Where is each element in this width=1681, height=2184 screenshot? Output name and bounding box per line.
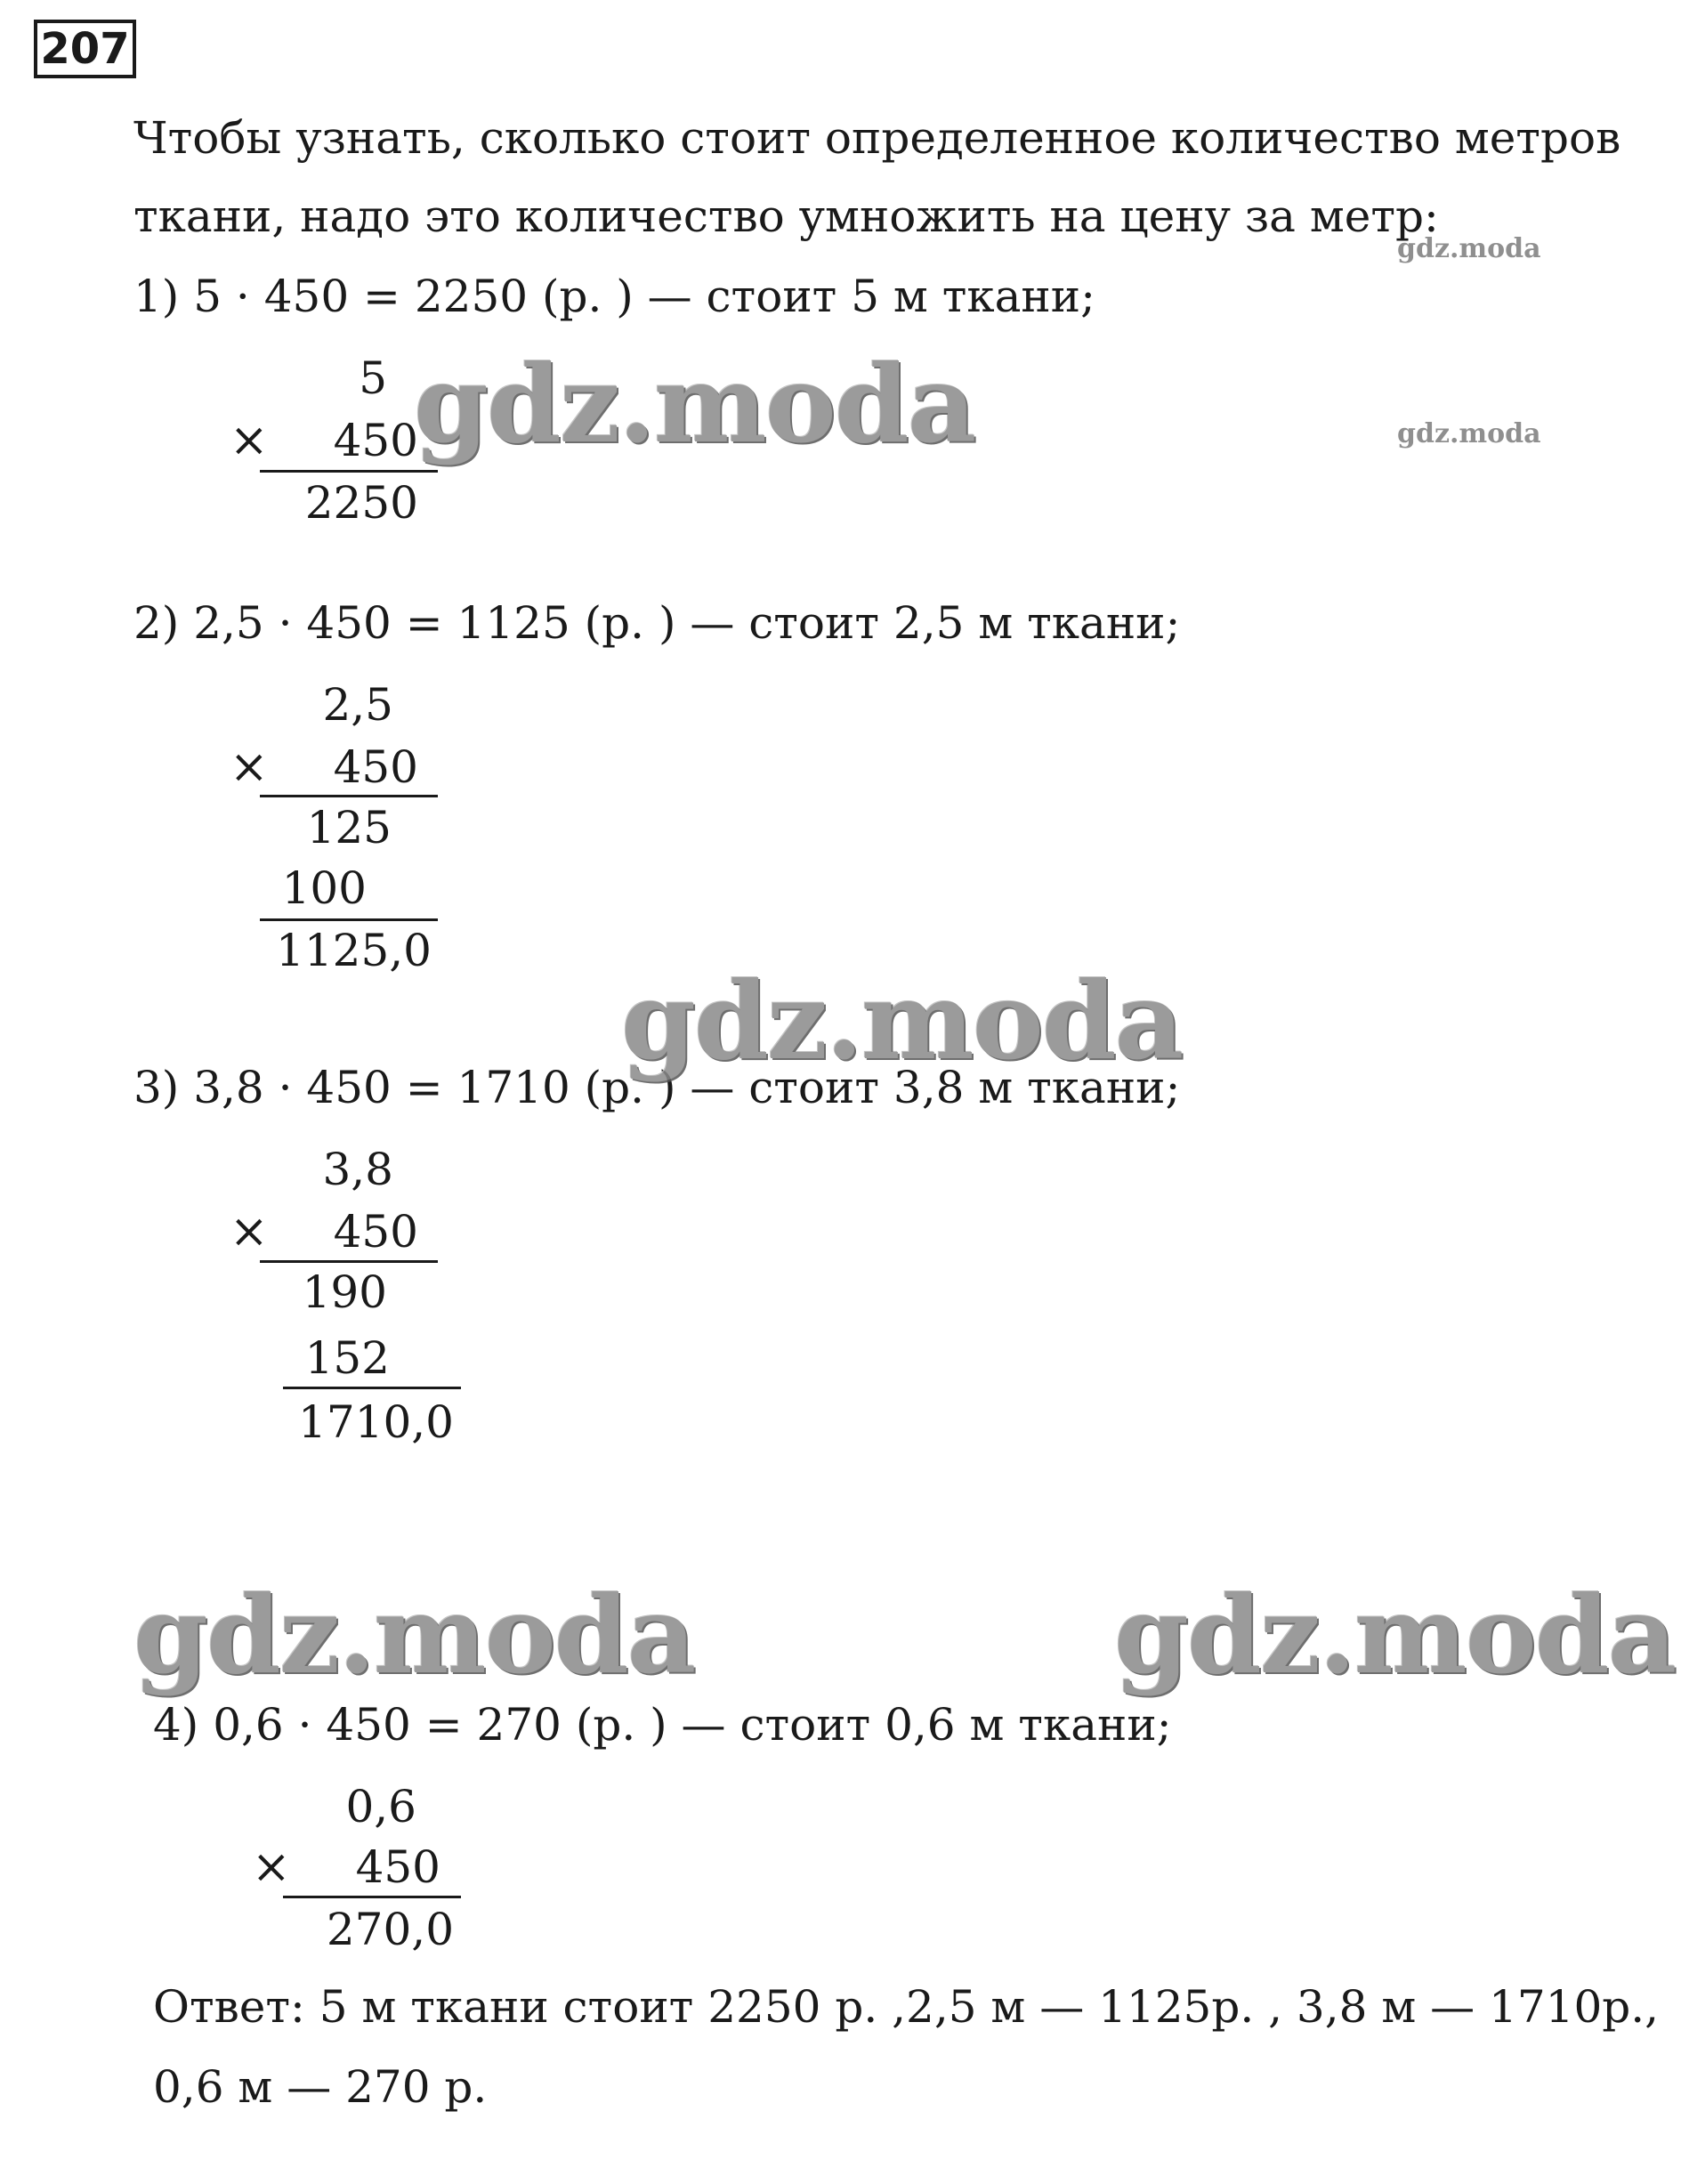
step-3-partial-2: 152 <box>304 1332 390 1384</box>
watermark-big-4: gdz.moda <box>1114 1573 1676 1698</box>
step-3-multiplicand: 3,8 <box>322 1144 393 1195</box>
step-3-partial-1: 190 <box>302 1266 387 1318</box>
step-2-partial-1: 125 <box>306 802 392 853</box>
watermark-big-2: gdz.moda <box>621 959 1183 1084</box>
answer-line-1: Ответ: 5 м ткани стоит 2250 р. ,2,5 м — 1125р. , 3,8 м — 1710р., <box>153 1981 1660 2033</box>
step-4-multiplicand: 0,6 <box>345 1781 416 1832</box>
watermark-small-2: gdz.moda <box>1397 418 1541 449</box>
step-3-rule-1 <box>260 1260 438 1263</box>
step-4-multiplier: 450 <box>355 1841 440 1893</box>
intro-line-1: Чтобы узнать, сколько стоит определенное количество метров <box>133 112 1621 164</box>
step-3-equation: 3) 3,8 · 450 = 1710 (р. ) — стоит 3,8 м ткани; <box>133 1062 1181 1113</box>
step-2-partial-2: 100 <box>281 862 367 914</box>
step-3-rule-2 <box>283 1387 461 1389</box>
step-4-rule <box>283 1896 461 1898</box>
step-1-multiplier: 450 <box>333 415 418 466</box>
problem-number: 207 <box>34 20 136 78</box>
step-2-result: 1125,0 <box>276 925 432 976</box>
watermark-big-3: gdz.moda <box>133 1573 695 1698</box>
step-1-multiplicand: 5 <box>359 352 387 404</box>
step-2-multiplier: 450 <box>333 741 418 793</box>
step-1-equation: 1) 5 · 450 = 2250 (р. ) — стоит 5 м ткани; <box>133 271 1095 322</box>
step-3-operator: × <box>230 1205 269 1258</box>
step-2-multiplicand: 2,5 <box>322 679 393 731</box>
step-2-rule-2 <box>260 918 438 921</box>
step-1-rule <box>260 470 438 473</box>
step-2-rule-1 <box>260 795 438 797</box>
step-4-result: 270,0 <box>326 1904 454 1955</box>
step-3-result: 1710,0 <box>298 1396 454 1448</box>
intro-line-2: ткани, надо это количество умножить на цену за метр: <box>133 190 1439 242</box>
step-2-operator: × <box>230 740 269 794</box>
answer-line-2: 0,6 м — 270 р. <box>153 2061 488 2113</box>
step-4-equation: 4) 0,6 · 450 = 270 (р. ) — стоит 0,6 м ткани; <box>153 1699 1172 1751</box>
watermark-big-1: gdz.moda <box>414 342 975 467</box>
step-1-operator: × <box>230 414 269 467</box>
step-3-multiplier: 450 <box>333 1206 418 1258</box>
watermark-small-1: gdz.moda <box>1397 233 1541 264</box>
step-2-equation: 2) 2,5 · 450 = 1125 (р. ) — стоит 2,5 м ткани; <box>133 597 1181 649</box>
step-4-operator: × <box>252 1840 291 1894</box>
step-1-result: 2250 <box>304 477 418 529</box>
